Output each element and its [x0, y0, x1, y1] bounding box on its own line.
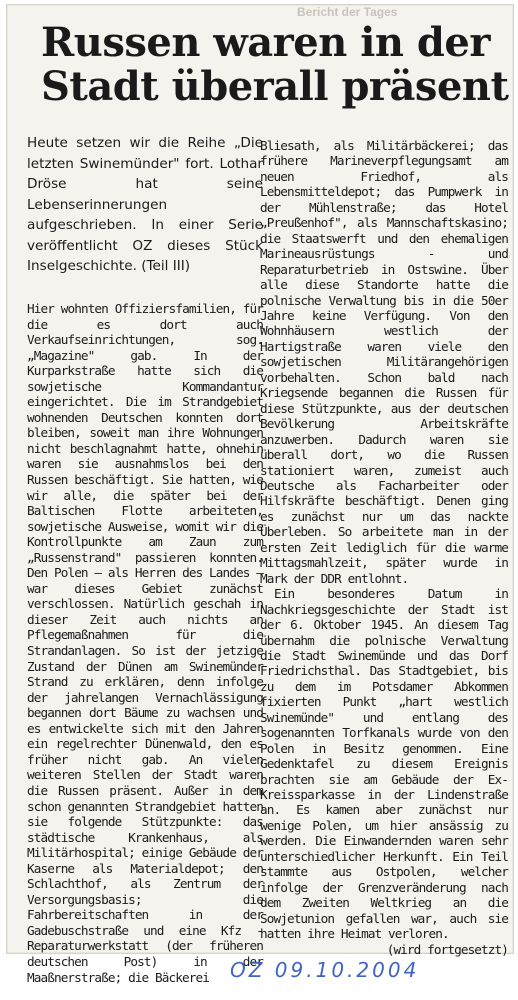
body-paragraph: Ein besonderes Datum in Nachkriegsgeschichte der Stadt ist der 6. Oktober 1945. An diesem Tag übernahm die polnische Verwaltung die Stadt Swinemünde und das Dorf Friedrichsthal. Das Stadtgebiet, bis zu dem im Potsdamer Abkommen fixierten Punkt „hart westlich Swinemünde" und entlang des sogenannten Torfkanals wurde von den Polen in Besitz genommen. Eine Gedenktafel zu diesem Ereignis brachten sie am Gebäude der Ex-Kreissparkasse in der Lindenstraße an. Es kamen aber zunächst nur wenige Polen, um hier ansässig zu werden. Die Einwandernden waren sehr unterschiedlicher Herkunft. Ein Teil stammte aus Ostpolen, welcher infolge der Grenzveränderung nach dem Zweiten Weltkrieg an die Sowjetunion gefallen war, auch sie hatten ihre Heimat verloren.	[260, 586, 508, 942]
lead-paragraph: Heute setzen wir die Reihe „Die letzten Swinemünder" fort. Lothar Dröse hat seine Lebenserinnerungen aufgeschrieben. In einer Serie veröffentlicht OZ dieses Stück Inselgeschichte. (Teil III)	[27, 135, 263, 274]
body-paragraph: Bliesath, als Militärbäckerei; das frühere Marineverpflegungsamt am neuen Friedhof, als Lebensmitteldepot; das Pumpwerk in der Mühlenstraße; das Hotel „Preußenhof", als Mannschaftskasino; die Staatswerft und den ehemaligen Marineausrüstungs - und Reparaturbetrieb in Ostswine. Über alle diese Standorte hatte die polnische Verwaltung bis in die 50er Jahre keine Verfügung. Von den Wohnhäusern westlich der Hartigstraße waren viele den sowjetischen Militärangehörigen vorbehalten. Schon bald nach Kriegsende begannen die Russen für diese Stützpunkte, aus der deutschen Bevölkerung Arbeitskräfte anzuwerben. Dadurch waren sie überall dort, wo die Russen stationiert waren, zumeist auch Deutsche als Facharbeiter oder Hilfskräfte beschäftigt. Denen ging es zunächst nur um das nackte Überleben. So arbeitete man in der ersten Zeit lediglich für die warme Mittagsmahlzeit, später wurde in Mark der DDR entlohnt.	[260, 138, 508, 586]
article-column-right	[260, 138, 508, 957]
article-column-left	[27, 301, 263, 985]
handwritten-date-note: OZ 09.10.2004	[230, 958, 420, 982]
body-paragraph: Hier wohnten Offiziersfamilien, für die es dort auch Verkaufseinrichtungen, sog. „Magazine" gab. In der Kurparkstraße hatte sich die sowjetische Kommandantur eingerichtet. Die im Strandgebiet wohnenden Deutschen konnten dort bleiben, soweit man ihre Wohnungen nicht beschlagnahmt hatte, ohnehin waren sie ausnahmslos bei den Russen beschäftigt. Sie hatten, wie wir alle, die später bei der Baltischen Flotte arbeiteten, sowjetische Ausweise, womit wir die Kontrollpunkte am Zaun zum „Russenstrand" passieren konnten. Den Polen – als Herren des Landes – war dieses Gebiet zunächst verschlossen. Natürlich geschah in dieser Zeit auch nichts an Pflegemaßnahmen für die Strandanlagen. So ist der jetzige Zustand der Dünen am Swinemünder Strand zu erklären, denn infolge der jahrelangen Vernachlässigung begannen dort Bäume zu wachsen und es entwickelte sich mit den Jahren ein regelrechter Dünenwald, den es früher nicht gab. An vielen weiteren Stellen der Stadt waren die Russen präsent. Außer in dem schon genannten Strandgebiet hatten sie folgende Stützpunkte: das städtische Krankenhaus, als Militärhospital; einige Gebäude der Kaserne als Materialdepot; den Schlachthof, als Zentrum der Versorgungsbasis; die Fahrbereitschaften in der Gadebuschstraße und eine Kfz - Reparaturwerkstatt (der früheren deutschen Post) in der Maaßnerstraße; die Bäckerei	[27, 301, 263, 985]
article-lead	[27, 133, 263, 277]
continuation-note: (wird fortgesetzt)	[386, 941, 508, 957]
article-headline: Russen waren in der Stadt überall präsent	[41, 19, 509, 110]
faded-header-text: Bericht der Tages	[297, 5, 398, 19]
